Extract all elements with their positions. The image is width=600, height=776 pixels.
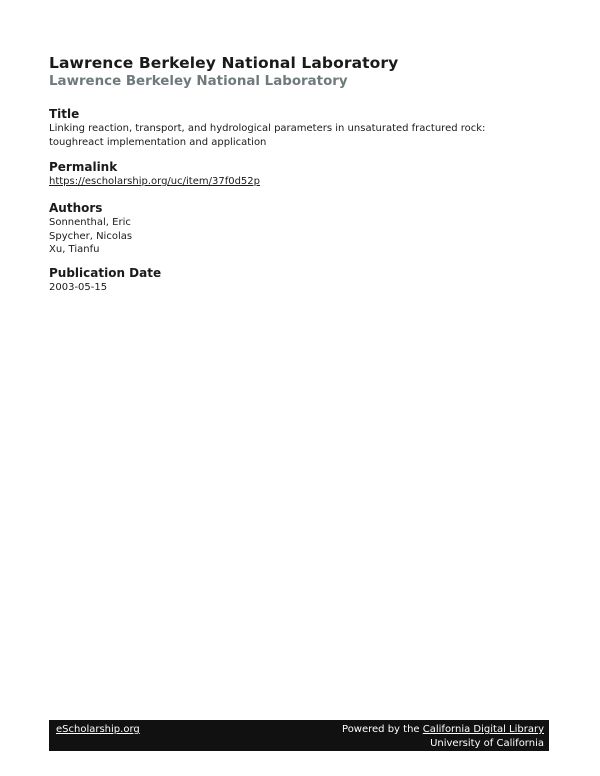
institution-title: Lawrence Berkeley National Laboratory [49,54,399,72]
permalink-link[interactable]: https://escholarship.org/uc/item/37f0d52p [49,176,260,187]
title-text [49,122,569,149]
institution-subtitle: Lawrence Berkeley National Laboratory [49,74,348,89]
author-name: Xu, Tianfu [49,244,100,255]
university-text: University of California [430,738,544,749]
publication-date-section [49,265,569,295]
author-name: Sonnenthal, Eric [49,217,131,228]
publication-date-value: 2003-05-15 [49,282,108,293]
footer-left [56,723,140,737]
permalink-body [49,175,569,189]
permalink-heading: Permalink [49,160,118,174]
authors-section [49,200,569,257]
title-line: Linking reaction, transport, and hydrological parameters in unsaturated fractured rock: [49,123,486,134]
cdl-link[interactable]: California Digital Library [422,724,544,735]
publication-date-body [49,281,569,295]
title-line: toughreact implementation and application [49,136,267,148]
footer-right [342,723,544,751]
permalink-section [49,159,569,189]
escholarship-link[interactable]: eScholarship.org [56,724,140,735]
footer-bar [49,720,549,751]
authors-heading: Authors [49,201,103,215]
title-section [49,106,569,149]
publication-date-heading: Publication Date [49,266,162,280]
powered-by-line [342,723,544,737]
author-name: Spycher, Nicolas [49,230,133,242]
title-heading: Title [49,107,80,121]
header [49,53,569,91]
authors-list [49,216,569,257]
powered-by-text: Powered by the [342,724,423,735]
